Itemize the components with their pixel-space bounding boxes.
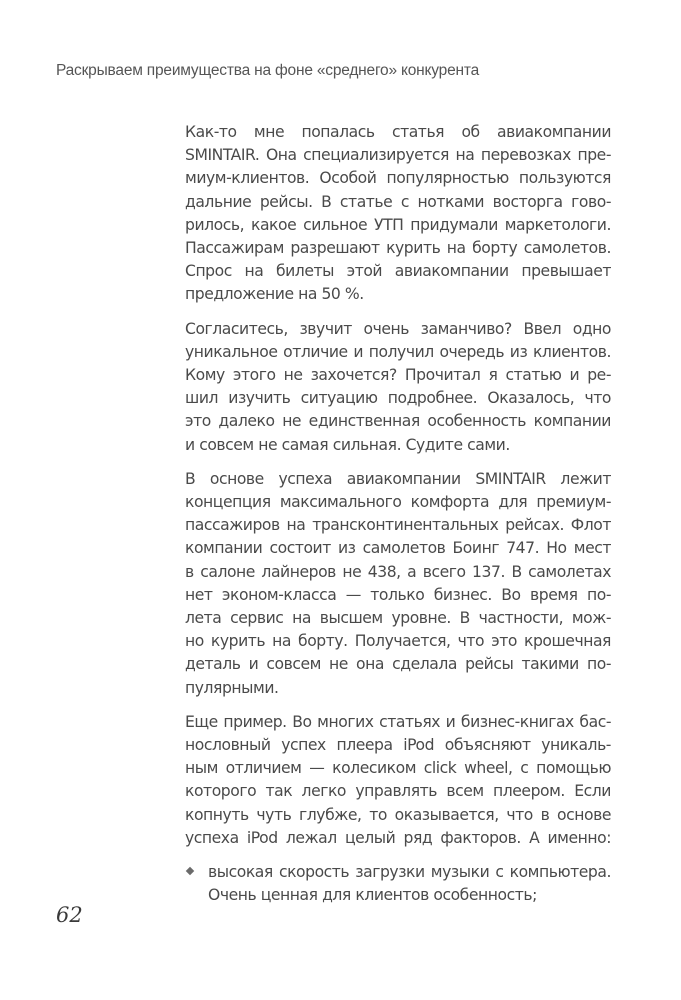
text-line: Очень ценная для клиентов особенность; bbox=[208, 886, 537, 905]
text-line: миум-клиентов. Особой популярностью пользуются bbox=[185, 169, 611, 188]
paragraph-smintair-concept bbox=[185, 468, 611, 700]
text-line: деталь и совсем не она сделала рейсы такими по- bbox=[185, 655, 611, 674]
text-line: пулярными. bbox=[185, 678, 279, 697]
text-line: ным отличием — колесиком click wheel, с помощью bbox=[185, 759, 611, 778]
text-line: успеха iPod лежал целый ряд факторов. А именно: bbox=[185, 828, 611, 847]
paragraph-smintair-intro bbox=[185, 121, 611, 307]
diamond-bullet-icon bbox=[186, 867, 194, 875]
text-line: уникальное отличие и получил очередь из клиентов. bbox=[185, 342, 611, 361]
text-line: Еще пример. Во многих статьях и бизнес-книгах бас- bbox=[185, 712, 611, 731]
text-line: Спрос на билеты этой авиакомпании превышает bbox=[185, 262, 611, 281]
text-line: это далеко не единственная особенность компании bbox=[185, 412, 611, 431]
text-line: предложение на 50 %. bbox=[185, 285, 364, 304]
text-line: В основе успеха авиакомпании SMINTAIR лежит bbox=[185, 469, 611, 488]
text-line: Как-то мне попалась статья об авиакомпании bbox=[185, 123, 611, 141]
text-line: SMINTAIR. Она специализируется на перевозках пре- bbox=[185, 146, 611, 165]
text-line: в салоне лайнеров не 438, а всего 137. В самолетах bbox=[185, 562, 611, 581]
text-line: дальние рейсы. В статье с нотками восторга гово- bbox=[185, 192, 611, 211]
text-line: копнуть чуть глубже, то оказывается, что в основе bbox=[185, 805, 611, 824]
running-header-title: Раскрываем преимущества на фоне «среднего» конкурента bbox=[56, 62, 480, 79]
text-line: компании состоит из самолетов Боинг 747. Но мест bbox=[185, 539, 611, 558]
text-line: которого так легко управлять всем плеером. Если bbox=[185, 782, 611, 801]
text-line: нословный успех плеера iPod объясняют уникаль- bbox=[185, 736, 611, 755]
paragraph-agree bbox=[185, 318, 611, 457]
text-line: рилось, какое сильное УТП придумали маркетологи. bbox=[185, 215, 611, 234]
text-line: концепция максимального комфорта для премиум- bbox=[185, 493, 611, 512]
text-line: Пассажирам разрешают курить на борту самолетов. bbox=[185, 239, 611, 258]
text-line: но курить на борту. Получается, что это крошечная bbox=[185, 632, 611, 651]
text-line: лета сервис на высшем уровне. В частности, мож- bbox=[185, 609, 611, 628]
bullet-list bbox=[185, 861, 611, 907]
text-line: пассажиров на трансконтинентальных рейсах. Флот bbox=[185, 516, 611, 535]
text-line: шил изучить ситуацию подробнее. Оказалось, что bbox=[185, 389, 611, 408]
page-number: 62 bbox=[56, 903, 83, 927]
paragraph-ipod-example bbox=[185, 711, 611, 850]
text-line: Кому этого не захочется? Прочитал я статью и ре- bbox=[185, 366, 611, 385]
text-line: и совсем не самая сильная. Судите сами. bbox=[185, 435, 510, 454]
body-text bbox=[185, 121, 611, 908]
text-line: нет эконом-класса — только бизнес. Во время по- bbox=[185, 585, 611, 604]
text-line: Согласитесь, звучит очень заманчиво? Ввел одно bbox=[185, 319, 611, 338]
bullet-item bbox=[185, 861, 611, 907]
text-line: высокая скорость загрузки музыки с компьютера. bbox=[208, 863, 611, 882]
